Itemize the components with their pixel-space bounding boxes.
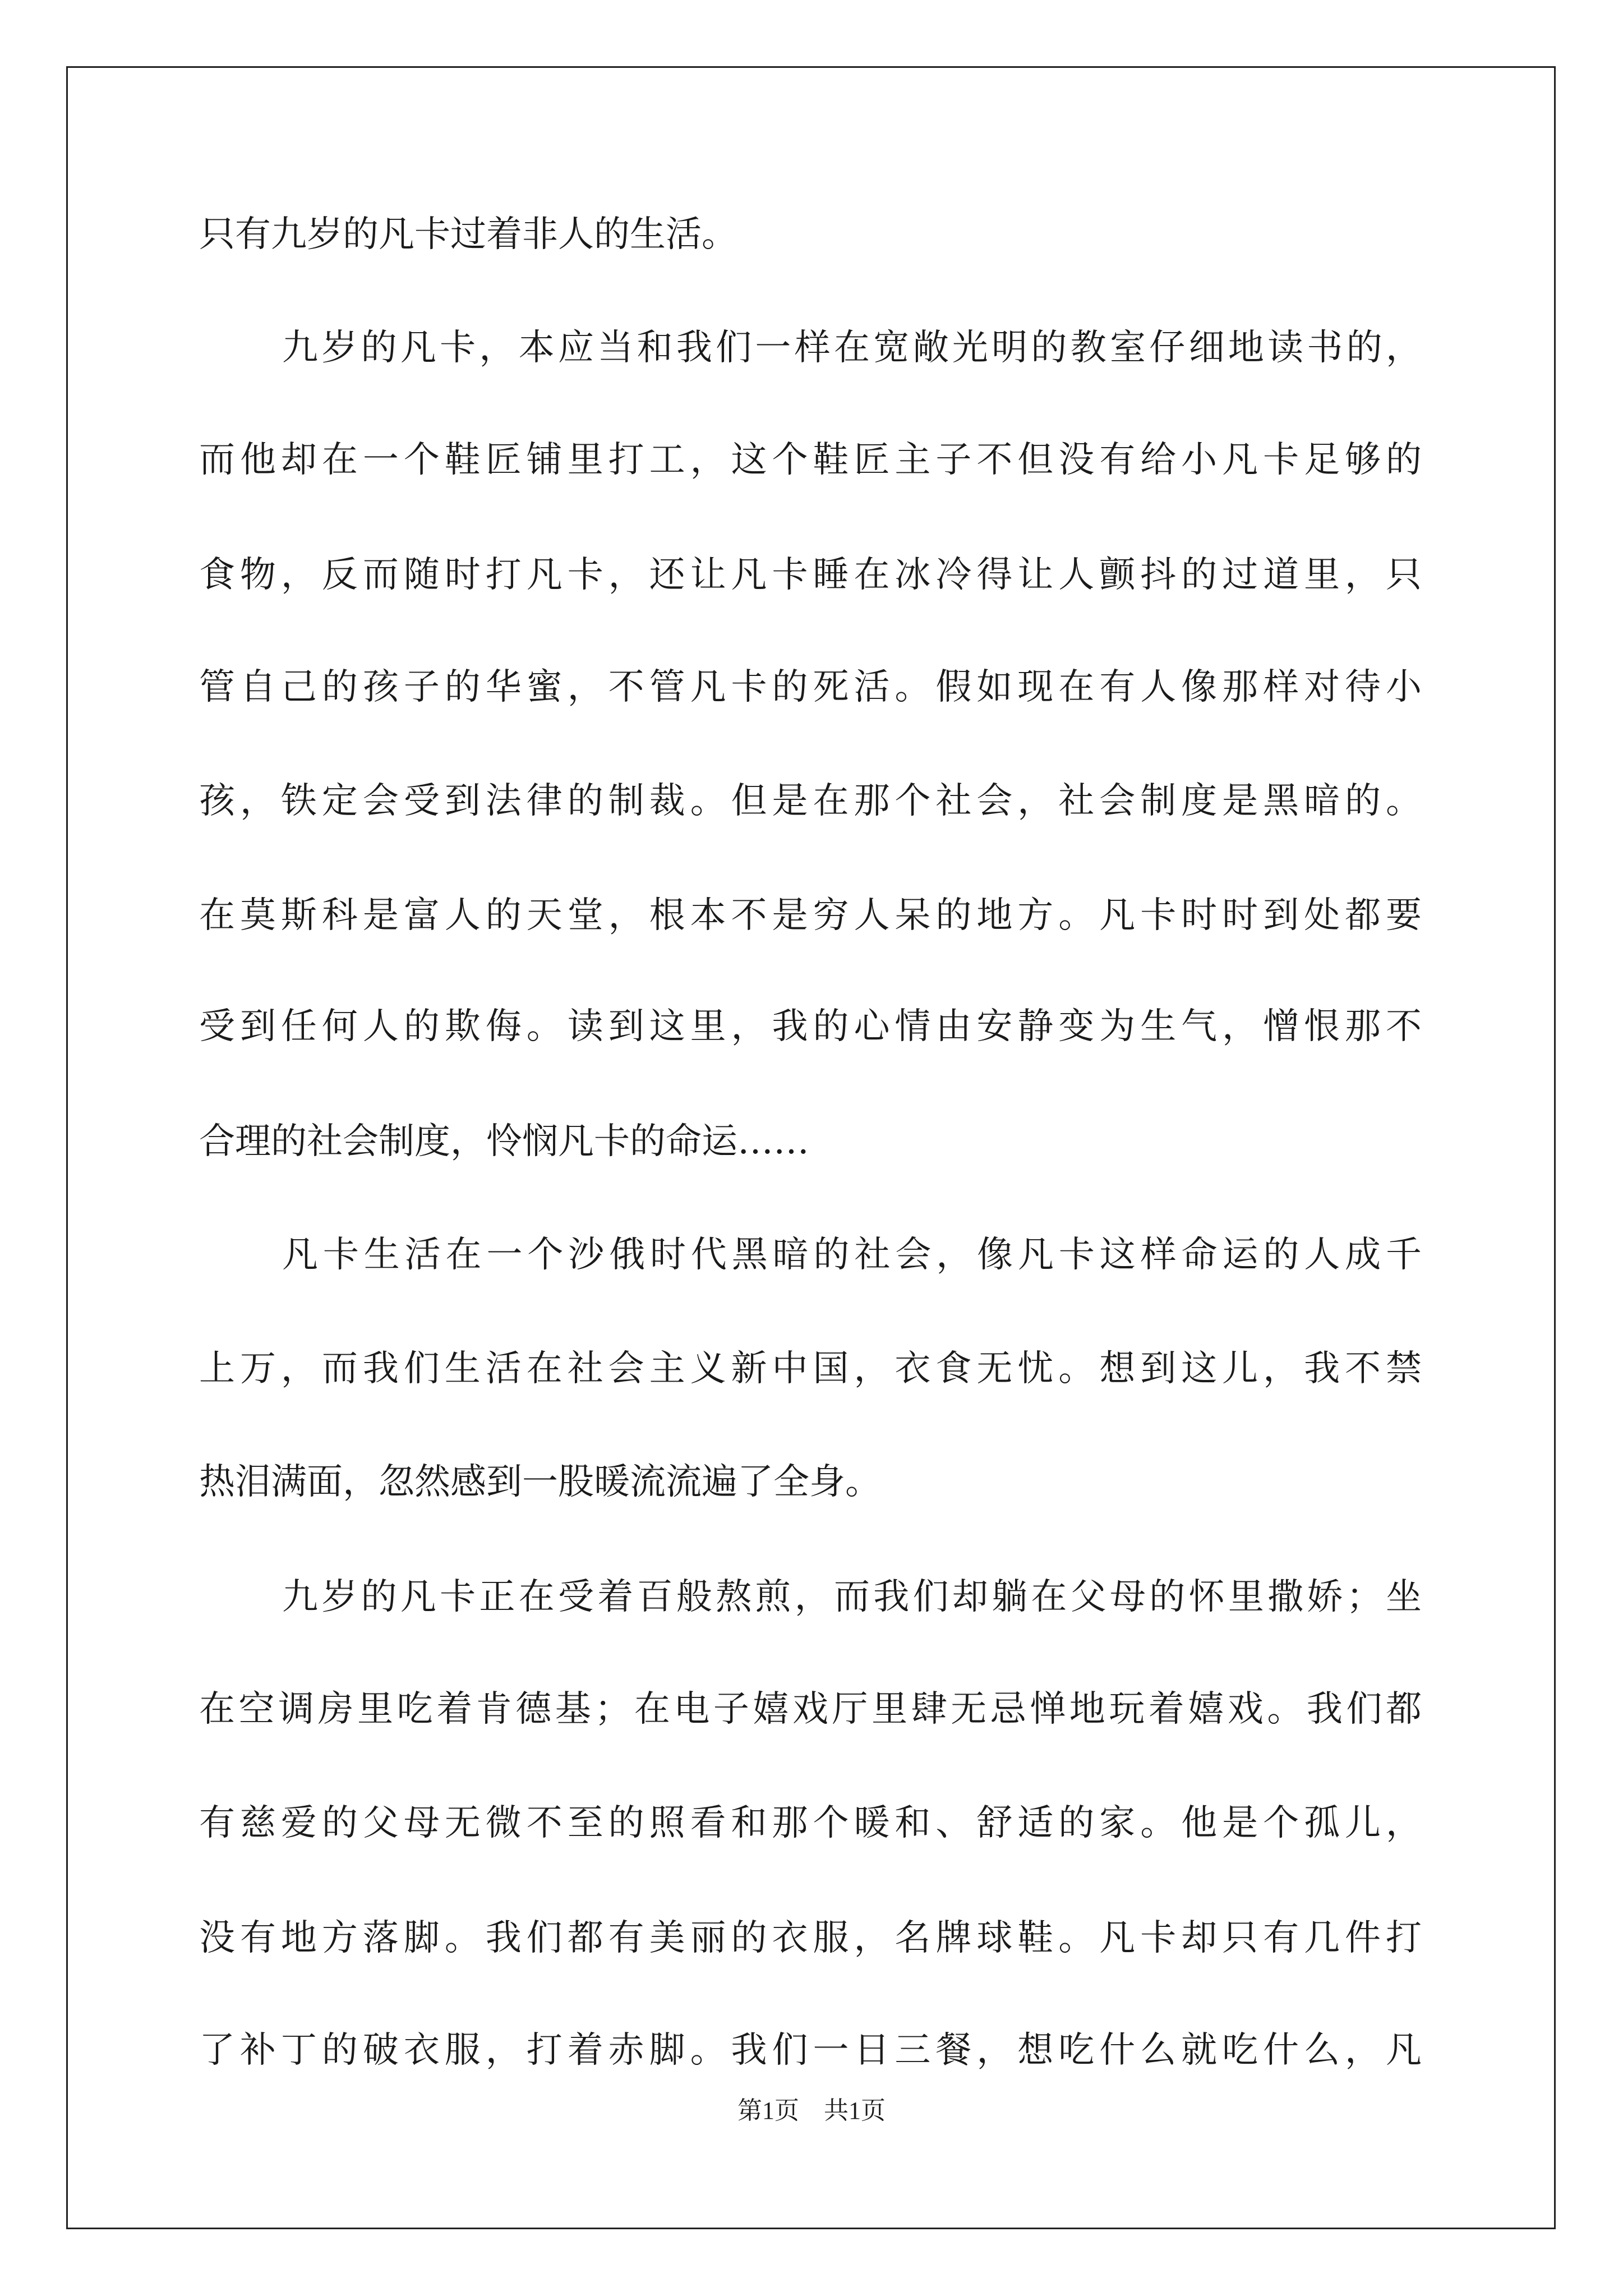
text-line: 热泪满面，忽然感到一股暖流流遍了全身。 [199,1461,881,1503]
text-line: 凡卡生活在一个沙俄时代黑暗的社会，像凡卡这样命运的人成千 [282,1234,1422,1276]
text-line: 而他却在一个鞋匠铺里打工，这个鞋匠主子不但没有给小凡卡足够的 [199,439,1422,481]
page-total: 共1页 [824,2097,886,2124]
text-line: 孩，铁定会受到法律的制裁。但是在那个社会，社会制度是黑暗的。 [199,780,1422,822]
text-line: 在莫斯科是富人的天堂，根本不是穷人呆的地方。凡卡时时到处都要 [199,895,1422,936]
text-line: 没有地方落脚。我们都有美丽的衣服，名牌球鞋。凡卡却只有几件打 [199,1917,1422,1959]
text-line: 在空调房里吃着肯德基；在电子嬉戏厅里肆无忌惮地玩着嬉戏。我们都 [199,1688,1422,1730]
text-line: 合理的社会制度，怜悯凡卡的命运…… [199,1121,809,1162]
text-line: 上万，而我们生活在社会主义新中国，衣食无忧。想到这儿，我不禁 [199,1348,1422,1389]
text-line: 受到任何人的欺侮。读到这里，我的心情由安静变为生气，憎恨那不 [199,1006,1422,1047]
text-line: 九岁的凡卡，本应当和我们一样在宽敞光明的教室仔细地读书的， [282,327,1422,369]
text-line: 有慈爱的父母无微不至的照看和那个暖和、舒适的家。他是个孤儿， [199,1802,1422,1844]
text-line: 九岁的凡卡正在受着百般熬煎，而我们却躺在父母的怀里撒娇；坐 [282,1576,1422,1618]
text-line: 管自己的孩子的华蜜，不管凡卡的死活。假如现在有人像那样对待小 [199,666,1422,708]
text-line: 只有九岁的凡卡过着非人的生活。 [199,214,737,255]
text-line: 了补丁的破衣服，打着赤脚。我们一日三餐，想吃什么就吃什么，凡 [199,2030,1422,2071]
page-number: 第1页 [737,2097,799,2124]
page-footer [0,2095,1623,2127]
text-line: 食物，反而随时打凡卡，还让凡卡睡在冰冷得让人颤抖的过道里，只 [199,554,1422,596]
